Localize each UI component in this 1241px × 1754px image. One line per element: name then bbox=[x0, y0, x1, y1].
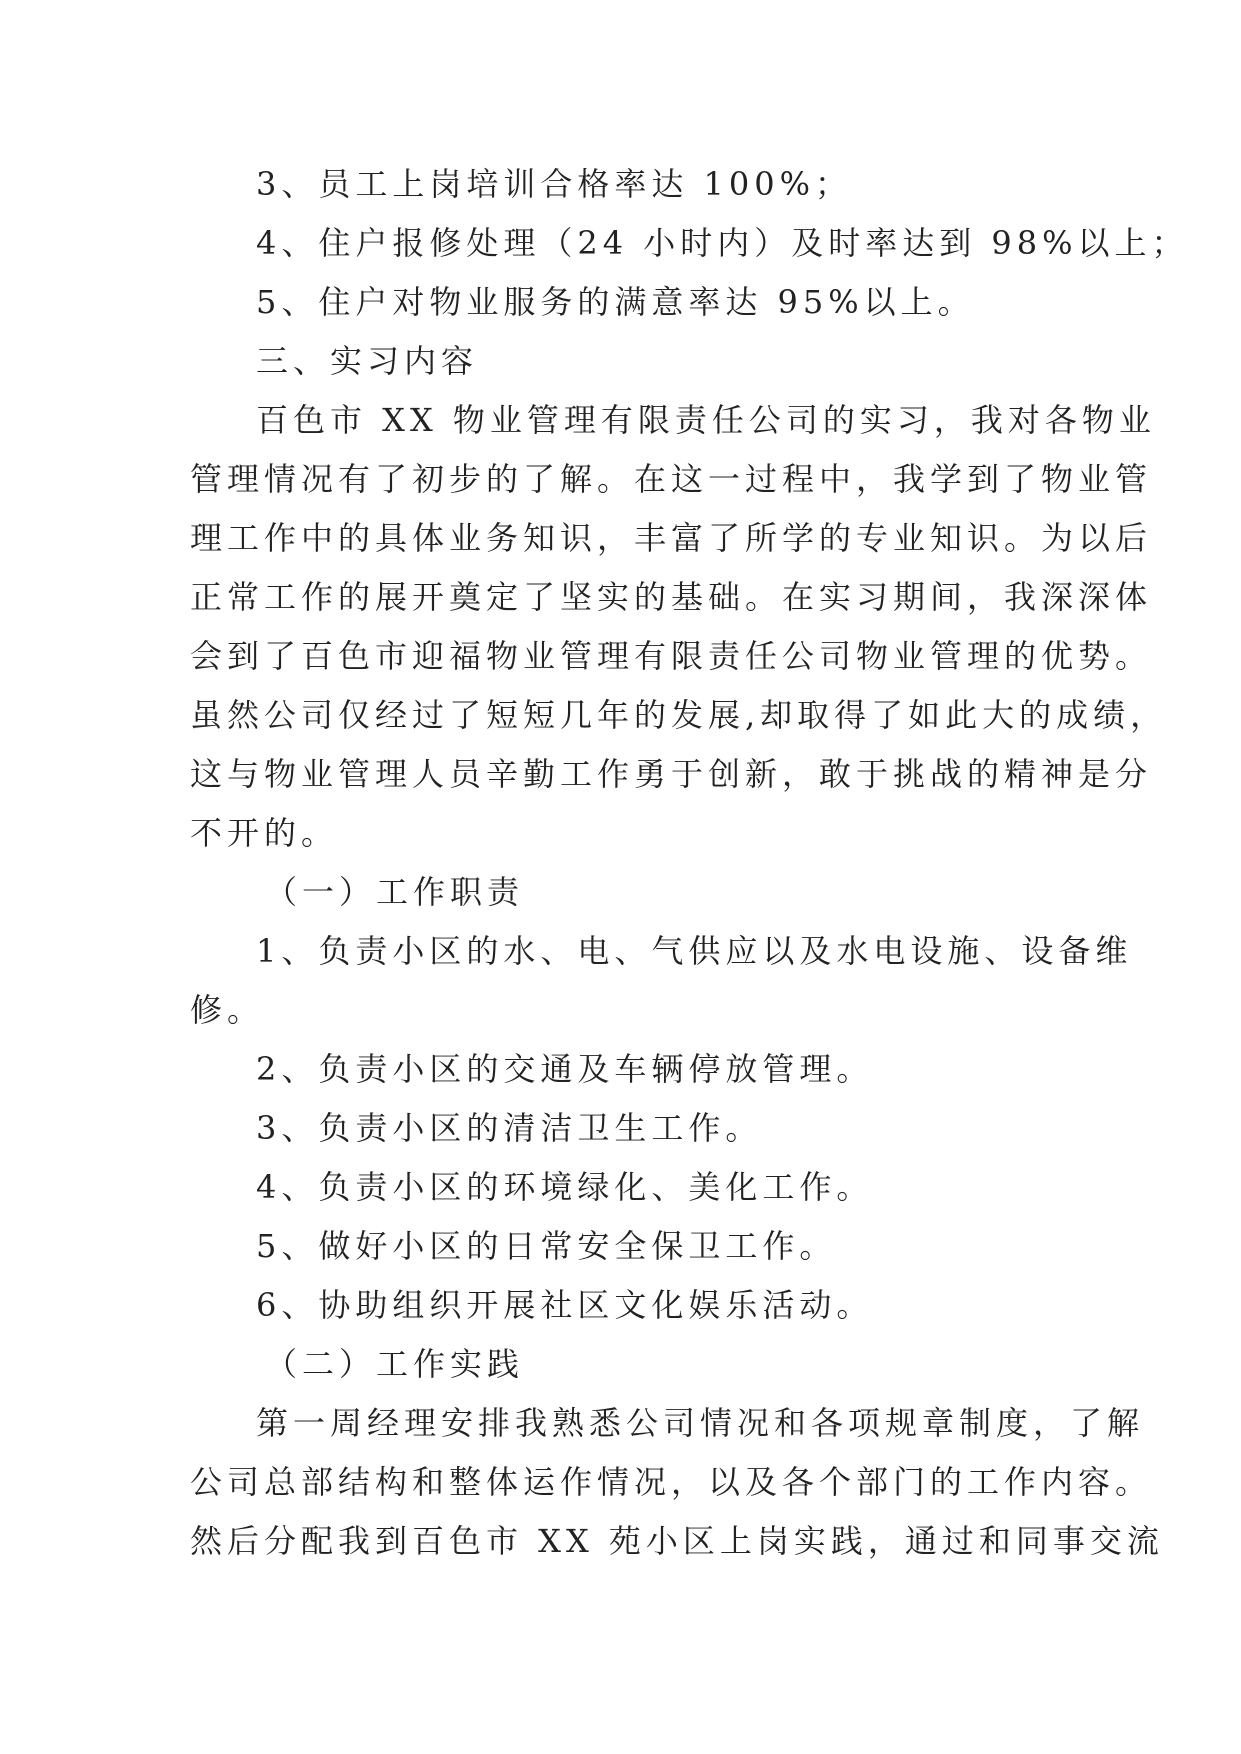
paragraph-line: 不开的。 bbox=[190, 814, 339, 852]
goal-item-4: 4、住户报修处理（24 小时内）及时率达到 98%以上； bbox=[256, 224, 1189, 262]
paragraph-line: 会到了百色市迎福物业管理有限责任公司物业管理的优势。 bbox=[190, 637, 1153, 675]
duty-item-6: 6、协助组织开展社区文化娱乐活动。 bbox=[256, 1286, 874, 1324]
paragraph-line: 百色市 XX 物业管理有限责任公司的实习，我对各物业 bbox=[256, 401, 1156, 439]
section-heading-internship-content: 三、实习内容 bbox=[256, 342, 479, 380]
paragraph-line: 公司总部结构和整体运作情况，以及各个部门的工作内容。 bbox=[190, 1463, 1153, 1501]
paragraph-line: 管理情况有了初步的了解。在这一过程中，我学到了物业管 bbox=[190, 460, 1153, 498]
duty-item-3: 3、负责小区的清洁卫生工作。 bbox=[256, 1109, 763, 1147]
duty-item-1: 1、负责小区的水、电、气供应以及水电设施、设备维 bbox=[256, 932, 1133, 970]
goal-item-5: 5、住户对物业服务的满意率达 95%以上。 bbox=[256, 283, 975, 321]
paragraph-line: 正常工作的展开奠定了坚实的基础。在实习期间，我深深体 bbox=[190, 578, 1153, 616]
subsection-heading-duties: （一）工作职责 bbox=[265, 873, 525, 911]
duty-item-4: 4、负责小区的环境绿化、美化工作。 bbox=[256, 1168, 874, 1206]
duty-item-2: 2、负责小区的交通及车辆停放管理。 bbox=[256, 1050, 874, 1088]
paragraph-line: 然后分配我到百色市 XX 苑小区上岗实践，通过和同事交流 bbox=[190, 1522, 1164, 1560]
paragraph-line: 第一周经理安排我熟悉公司情况和各项规章制度，了解 bbox=[256, 1404, 1145, 1442]
subsection-heading-practice: （二）工作实践 bbox=[265, 1345, 525, 1383]
duty-item-1-continued: 修。 bbox=[190, 991, 265, 1029]
paragraph-line: 这与物业管理人员辛勤工作勇于创新，敢于挑战的精神是分 bbox=[190, 755, 1153, 793]
goal-item-3: 3、员工上岗培训合格率达 100%； bbox=[256, 165, 853, 203]
paragraph-line: 虽然公司仅经过了短短几年的发展,却取得了如此大的成绩， bbox=[190, 696, 1168, 734]
duty-item-5: 5、做好小区的日常安全保卫工作。 bbox=[256, 1227, 837, 1265]
paragraph-line: 理工作中的具体业务知识，丰富了所学的专业知识。为以后 bbox=[190, 519, 1153, 557]
